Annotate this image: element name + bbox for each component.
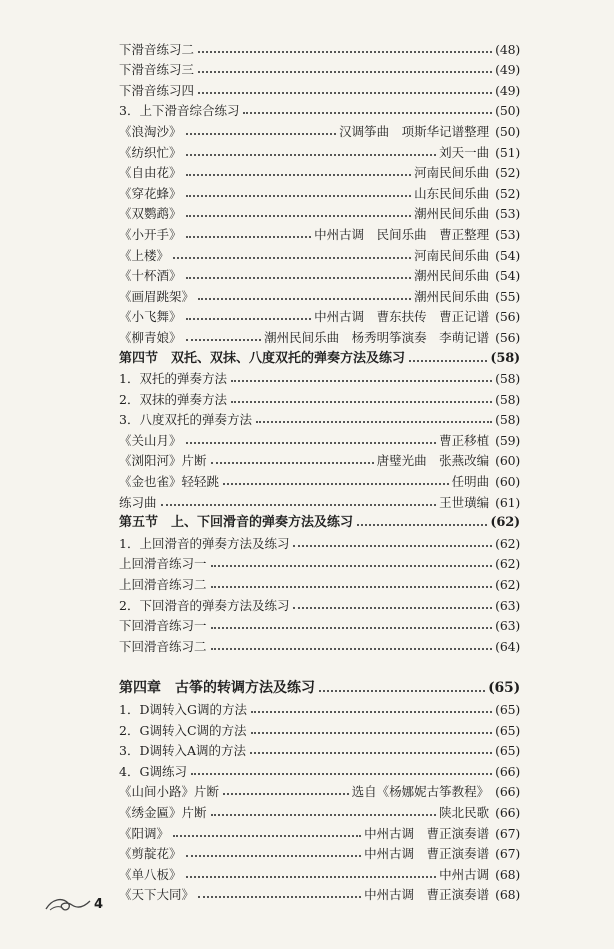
toc-page-number: (63) [495, 597, 520, 613]
toc-entry [119, 221, 520, 242]
toc-entry [119, 758, 520, 779]
dot-leader [211, 586, 493, 588]
toc-entry-title: 《十杯酒》 [119, 268, 182, 284]
dot-leader [186, 195, 412, 197]
toc-page-number: (68) [495, 866, 520, 882]
toc-entry-credit: 中州古调 曹正演奏谱 [364, 825, 490, 841]
dot-leader [409, 360, 487, 362]
toc-entry [119, 530, 520, 551]
toc-page-number: (56) [495, 309, 520, 325]
toc-entry-credit: 潮州民间乐曲 杨秀明筝演奏 李萌记谱 [264, 329, 490, 345]
dot-leader [251, 732, 493, 734]
dot-leader [198, 896, 361, 898]
toc-entry-title: 《浪淘沙》 [119, 123, 182, 139]
toc-entry-title: 下回滑音练习一 [119, 618, 207, 634]
dot-leader [186, 855, 362, 857]
toc-entry [119, 98, 520, 119]
toc-entry [119, 427, 520, 448]
toc-page-number: (66) [495, 804, 520, 820]
toc-entry [119, 468, 520, 489]
dot-leader [173, 257, 411, 259]
toc-entry-title: 上回滑音练习二 [119, 577, 207, 593]
toc-section-heading [119, 345, 520, 366]
toc-entry-title: 《天下大同》 [119, 887, 195, 903]
toc-entry-credit: 陕北民歌 [439, 804, 490, 820]
toc-page-number: (67) [495, 825, 520, 841]
dot-leader [223, 793, 349, 795]
toc-page-number: (51) [495, 144, 520, 160]
toc-page-number: (50) [495, 123, 520, 139]
dot-leader [256, 421, 492, 423]
toc-entry-credit: 中州古调 [439, 866, 490, 882]
toc-entry-title: 《自由花》 [119, 165, 182, 181]
toc-entry-credit: 中州古调 民间乐曲 曹正整理 [314, 226, 490, 242]
toc-page-number: (49) [495, 82, 520, 98]
toc-page-number: (52) [495, 185, 520, 201]
dot-leader [198, 92, 492, 94]
toc-entry-title: 第四章 古筝的转调方法及练习 [119, 680, 315, 697]
toc-entry-title: 1．D调转入G调的方法 [119, 702, 247, 717]
toc-entry [119, 717, 520, 738]
toc-entry [119, 57, 520, 78]
dot-leader [231, 380, 492, 382]
dot-leader [211, 565, 493, 567]
dot-leader [186, 339, 262, 341]
toc-entry-title: 下回滑音练习二 [119, 638, 207, 654]
dot-leader [211, 814, 437, 816]
toc-entry-title: 《双鹦鹉》 [119, 206, 182, 222]
dot-leader [191, 773, 492, 775]
toc-entry-title: 《阳调》 [119, 825, 170, 841]
toc-page-number: (48) [495, 41, 520, 57]
toc-entry-credit: 唐璧光曲 张燕改编 [376, 453, 490, 469]
toc-page-number: (58) [495, 391, 520, 407]
dot-leader [251, 711, 492, 713]
toc-page-number: (62) [495, 556, 520, 572]
toc-entry-credit: 潮州民间乐曲 [414, 206, 490, 222]
page-footer [44, 893, 103, 915]
toc-entry [119, 861, 520, 882]
dot-leader [211, 648, 493, 650]
toc-page-number: (54) [495, 268, 520, 284]
toc-entry-title: 《绣金匾》片断 [119, 804, 207, 820]
dot-leader [198, 298, 411, 300]
toc-page-number: (65) [488, 680, 520, 697]
toc-page-number: (67) [495, 846, 520, 862]
toc-entry [119, 139, 520, 160]
toc-entry [119, 407, 520, 428]
toc-entry [119, 201, 520, 222]
toc-page-number: (53) [495, 226, 520, 242]
dot-leader [186, 174, 412, 176]
toc-entry-title: 《关山月》 [119, 432, 182, 448]
toc-entry [119, 160, 520, 181]
toc-page-number: (52) [495, 165, 520, 181]
toc-page-number: (55) [495, 288, 520, 304]
dot-leader [198, 71, 492, 73]
toc-entry-credit: 王世璜编 [439, 494, 490, 510]
toc-entry-credit: 任明曲 [451, 474, 490, 490]
dot-leader [198, 51, 492, 53]
toc-entry-title: 《山间小路》片断 [119, 784, 220, 800]
toc-entry [119, 592, 520, 613]
toc-entry-credit: 山东民间乐曲 [414, 185, 490, 201]
toc-entry-title: 《画眉跳架》 [119, 288, 195, 304]
toc-entry [119, 613, 520, 634]
section-gap [119, 654, 520, 676]
toc-entry-credit: 选自《杨娜妮古筝教程》 [351, 784, 490, 800]
toc-page-number: (65) [495, 722, 520, 738]
toc-page-number: (62) [495, 577, 520, 593]
dot-leader [186, 236, 312, 238]
toc-page-number: (65) [495, 702, 520, 717]
toc-page-number: (58) [495, 371, 520, 387]
toc-page-number: (64) [495, 638, 520, 654]
toc-entry-title: 《剪靛花》 [119, 846, 182, 862]
toc-chapter [119, 676, 520, 697]
dot-leader [186, 215, 412, 217]
dot-leader [319, 690, 485, 692]
toc-page-number: (54) [495, 247, 520, 263]
toc-entry-title: 第五节 上、下回滑音的弹奏方法及练习 [119, 515, 354, 531]
toc-entry-title: 《纺织忙》 [119, 144, 182, 160]
dot-leader [186, 277, 412, 279]
dot-leader [243, 112, 492, 114]
toc-entry-title: 下滑音练习三 [119, 62, 195, 78]
toc-entry [119, 551, 520, 572]
toc-entry-credit: 曹正移植 [439, 432, 490, 448]
toc-entry-title: 上回滑音练习一 [119, 556, 207, 572]
dot-leader [186, 154, 437, 156]
toc-entry-credit: 中州古调 曹正演奏谱 [364, 887, 490, 903]
toc-entry [119, 242, 520, 263]
toc-page-number: (62) [490, 515, 520, 531]
toc-page-number: (65) [495, 743, 520, 759]
dot-leader [186, 876, 437, 878]
toc-entry-title: 《柳青娘》 [119, 329, 182, 345]
toc-entry-title: 《上楼》 [119, 247, 170, 263]
toc-entry-title: 下滑音练习四 [119, 82, 195, 98]
toc-entry [119, 799, 520, 820]
toc-entry-credit: 中州古调 曹正演奏谱 [364, 846, 490, 862]
toc-entry [119, 118, 520, 139]
flourish-ornament-icon [44, 893, 92, 915]
dot-leader [231, 401, 492, 403]
toc-page-number: (63) [495, 618, 520, 634]
dot-leader [250, 752, 492, 754]
toc-entry-title: 2．G调转入C调的方法 [119, 722, 247, 738]
toc-entry-title: 《穿花蜂》 [119, 185, 182, 201]
dot-leader [186, 442, 437, 444]
toc-entry-title: 3．上下滑音综合练习 [119, 103, 240, 119]
toc-entry [119, 304, 520, 325]
toc-page-number: (53) [495, 206, 520, 222]
toc-entry [119, 820, 520, 841]
toc-entry-title: 《单八板》 [119, 866, 182, 882]
toc-page-number: (58) [490, 350, 520, 366]
toc-entry-title: 2．双抹的弹奏方法 [119, 391, 227, 407]
toc-entry [119, 448, 520, 469]
dot-leader [357, 524, 487, 526]
toc-entry [119, 324, 520, 345]
toc-entry-title: 下滑音练习二 [119, 41, 195, 57]
toc-page-number: (61) [495, 494, 520, 510]
toc-entry-title: 《小开手》 [119, 226, 182, 242]
toc-entry [119, 841, 520, 862]
toc-page-number: (66) [495, 763, 520, 779]
toc-entry-credit: 潮州民间乐曲 [414, 268, 490, 284]
dot-leader [186, 318, 312, 320]
toc-entry [119, 571, 520, 592]
toc-page-number: (68) [495, 887, 520, 903]
toc-entry-credit: 潮州民间乐曲 [414, 288, 490, 304]
toc-entry [119, 283, 520, 304]
dot-leader [173, 835, 361, 837]
toc-entry-title: 《金也雀》轻轻跳 [119, 474, 220, 490]
toc-page-number: (60) [495, 474, 520, 490]
toc-entry [119, 366, 520, 387]
toc-entry-credit: 河南民间乐曲 [414, 247, 490, 263]
toc-entry [119, 180, 520, 201]
dot-leader [211, 462, 374, 464]
toc-page-number: (62) [495, 535, 520, 551]
dot-leader [211, 627, 493, 629]
dot-leader [223, 483, 449, 485]
toc-entry-title: 3．八度双托的弹奏方法 [119, 412, 252, 428]
toc-entry-title: 4．G调练习 [119, 763, 187, 779]
toc-entry [119, 386, 520, 407]
toc-entry [119, 77, 520, 98]
toc-entry-credit: 河南民间乐曲 [414, 165, 490, 181]
toc-entry [119, 696, 520, 717]
toc-entry-credit: 中州古调 曹东扶传 曹正记谱 [314, 309, 490, 325]
dot-leader [293, 607, 492, 609]
toc-entry-title: 3．D调转入A调的方法 [119, 743, 247, 759]
toc-entry [119, 882, 520, 903]
toc-page-number: (50) [495, 103, 520, 119]
toc-entry-title: 《小飞舞》 [119, 309, 182, 325]
toc-entry-title: 《浏阳河》片断 [119, 453, 207, 469]
table-of-contents [119, 36, 520, 902]
toc-page-number: (49) [495, 62, 520, 78]
toc-page-number: (56) [495, 329, 520, 345]
page-number: 4 [94, 896, 104, 912]
toc-entry-credit: 汉调筝曲 项斯华记谱整理 [339, 123, 490, 139]
toc-page-number: (58) [495, 412, 520, 428]
toc-entry [119, 36, 520, 57]
dot-leader [186, 133, 337, 135]
toc-entry [119, 779, 520, 800]
toc-entry-title: 练习曲 [119, 494, 157, 510]
toc-entry [119, 738, 520, 759]
toc-entry [119, 263, 520, 284]
toc-entry-title: 1．双托的弹奏方法 [119, 371, 227, 387]
toc-section-heading [119, 510, 520, 531]
toc-entry-title: 第四节 双托、双抹、八度双托的弹奏方法及练习 [119, 350, 406, 366]
toc-entry [119, 489, 520, 510]
toc-entry [119, 633, 520, 654]
toc-page-number: (66) [495, 784, 520, 800]
toc-entry-title: 1．上回滑音的弹奏方法及练习 [119, 535, 290, 551]
toc-page-number: (59) [495, 432, 520, 448]
toc-entry-credit: 刘天一曲 [439, 144, 490, 160]
dot-leader [293, 545, 492, 547]
dot-leader [161, 504, 437, 506]
toc-entry-title: 2．下回滑音的弹奏方法及练习 [119, 597, 290, 613]
toc-page-number: (60) [495, 453, 520, 469]
